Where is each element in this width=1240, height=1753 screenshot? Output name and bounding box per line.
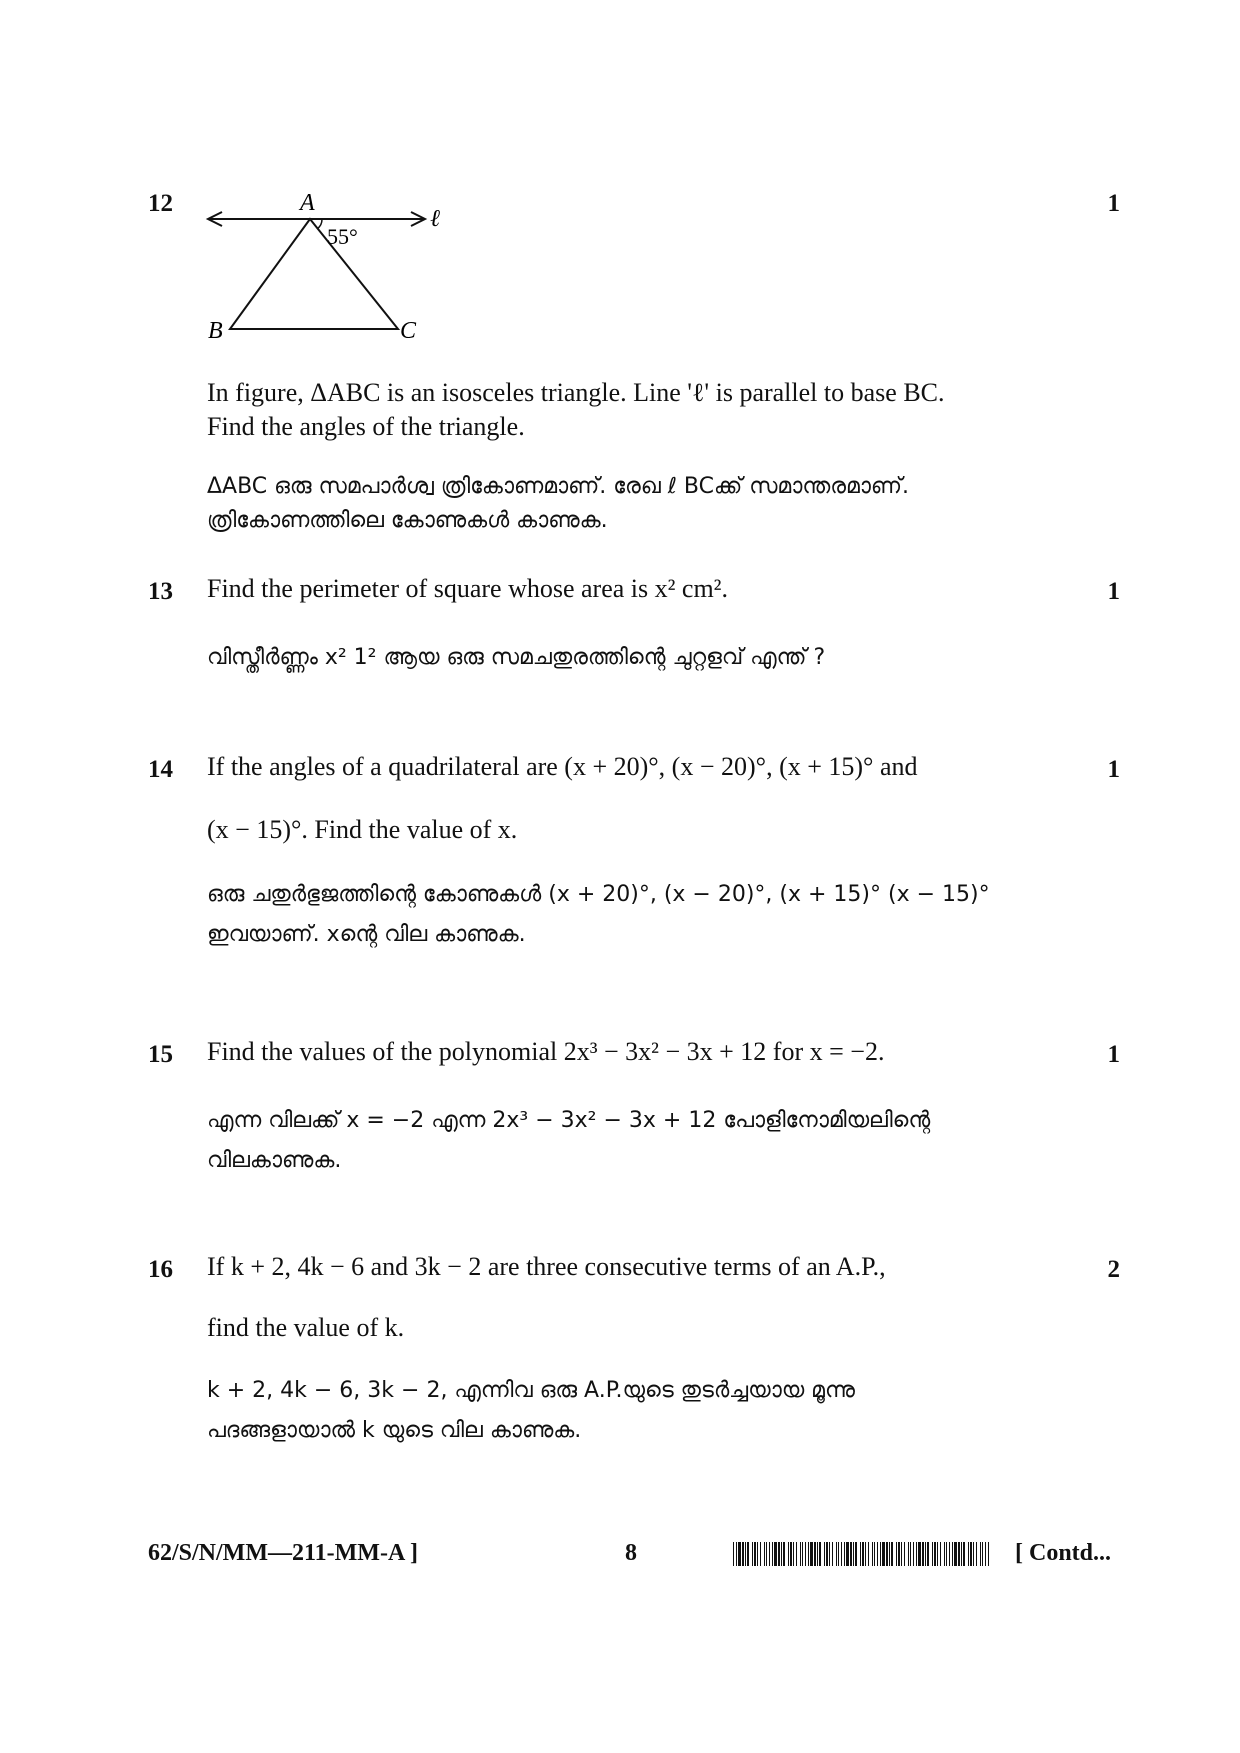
question-number: 13 bbox=[148, 578, 173, 605]
question-text-ml: ΔABC ഒരു സമപാർശ്വ ത്രികോണമാണ്. രേഖ ℓ BCക്ക് സമാന്തരമാണ്. bbox=[207, 474, 910, 499]
question-marks: 1 bbox=[1107, 190, 1120, 217]
question-text-en: In figure, ΔABC is an isosceles triangle. Line 'ℓ' is parallel to base BC. bbox=[207, 378, 945, 407]
question-number: 16 bbox=[148, 1256, 173, 1283]
question-text-ml: വിലകാണുക. bbox=[207, 1148, 342, 1173]
page-footer bbox=[0, 1540, 1240, 1580]
label-b: B bbox=[208, 318, 223, 344]
question-text-en: Find the values of the polynomial 2x³ − 3x² − 3x + 12 for x = −2. bbox=[207, 1037, 885, 1066]
continued-label: [ Contd... bbox=[1015, 1540, 1112, 1566]
question-marks: 2 bbox=[1107, 1256, 1120, 1283]
barcode bbox=[733, 1542, 990, 1566]
label-c: C bbox=[400, 318, 417, 344]
question-text-ml: k + 2, 4k − 6, 3k − 2, എന്നിവ ഒരു A.P.യുടെ തുടർച്ചയായ മൂന്നു bbox=[207, 1378, 855, 1403]
question-text-ml: എന്ന വിലക്ക് x = −2 എന്ന 2x³ − 3x² − 3x + 12 പോളിനോമിയലിന്റെ bbox=[207, 1108, 931, 1133]
question-text-en: If the angles of a quadrilateral are (x + 20)°, (x − 20)°, (x + 15)° and bbox=[207, 752, 918, 781]
question-text-ml: വിസ്തീർണ്ണം x² 1² ആയ ഒരു സമചതുരത്തിന്റെ ചുറ്റളവ് എന്ത് ? bbox=[207, 645, 826, 670]
question-text-ml: ഇവയാണ്. xന്റെ വില കാണുക. bbox=[207, 922, 526, 947]
question-text-ml: ത്രികോണത്തിലെ കോണുകൾ കാണുക. bbox=[207, 508, 608, 533]
question-marks: 1 bbox=[1107, 578, 1120, 605]
question-number: 12 bbox=[148, 190, 173, 217]
page-number: 8 bbox=[625, 1540, 637, 1566]
question-text-en: find the value of k. bbox=[207, 1313, 405, 1342]
question-number: 14 bbox=[148, 756, 173, 783]
angle-label: 55° bbox=[327, 224, 358, 249]
question-marks: 1 bbox=[1107, 1041, 1120, 1068]
question-text-en: (x − 15)°. Find the value of x. bbox=[207, 815, 518, 844]
question-text-ml: ഒരു ചതുർഭുജത്തിന്റെ കോണുകൾ (x + 20)°, (x − 20)°, (x + 15)° (x − 15)° bbox=[207, 882, 990, 907]
question-text-ml: പദങ്ങളായാൽ k യുടെ വില കാണുക. bbox=[207, 1418, 582, 1443]
question-number: 15 bbox=[148, 1041, 173, 1068]
label-a: A bbox=[300, 190, 315, 216]
question-text-en: Find the perimeter of square whose area is x² cm². bbox=[207, 574, 728, 603]
question-text-en: If k + 2, 4k − 6 and 3k − 2 are three consecutive terms of an A.P., bbox=[207, 1252, 886, 1281]
question-marks: 1 bbox=[1107, 756, 1120, 783]
triangle-figure bbox=[200, 188, 460, 348]
question-text-en: Find the angles of the triangle. bbox=[207, 412, 525, 441]
paper-code: 62/S/N/MM—211-MM-A ] bbox=[148, 1540, 418, 1566]
label-line-l: ℓ bbox=[430, 206, 440, 232]
